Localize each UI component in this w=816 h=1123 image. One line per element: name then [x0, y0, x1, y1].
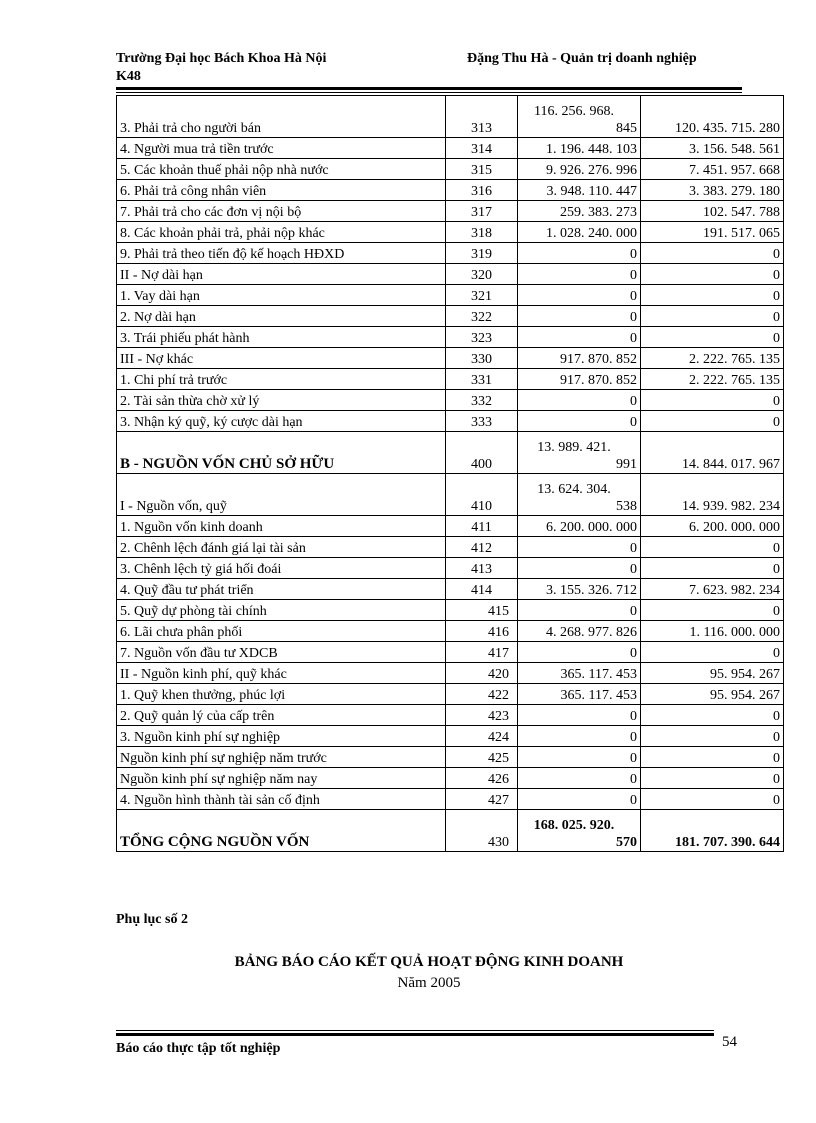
row-code: 415 — [446, 600, 518, 621]
row-label: II - Nợ dài hạn — [117, 264, 446, 285]
row-label: 8. Các khoản phải trả, phải nộp khác — [117, 222, 446, 243]
row-value-end: 95. 954. 267 — [641, 684, 784, 705]
row-code: 413 — [446, 558, 518, 579]
table-row — [117, 96, 784, 138]
row-value-begin: 116. 256. 968. 845 — [518, 96, 641, 138]
row-value-begin: 0 — [518, 537, 641, 558]
row-code: 410 — [446, 474, 518, 516]
row-value-end: 2. 222. 765. 135 — [641, 369, 784, 390]
row-value-begin: 168. 025. 920. 570 — [518, 810, 641, 852]
row-label: 4. Quỹ đầu tư phát triển — [117, 579, 446, 600]
row-value-end: 0 — [641, 600, 784, 621]
row-value-begin: 0 — [518, 327, 641, 348]
table-row — [117, 810, 784, 852]
table-row — [117, 180, 784, 201]
row-label: 1. Nguồn vốn kinh doanh — [117, 516, 446, 537]
row-code: 322 — [446, 306, 518, 327]
row-code: 426 — [446, 768, 518, 789]
row-value-begin: 1. 196. 448. 103 — [518, 138, 641, 159]
table-row — [117, 516, 784, 537]
row-label: 6. Lãi chưa phân phối — [117, 621, 446, 642]
row-value-end: 0 — [641, 390, 784, 411]
row-value-end: 120. 435. 715. 280 — [641, 96, 784, 138]
row-label: 4. Người mua trả tiền trước — [117, 138, 446, 159]
row-label: 7. Nguồn vốn đầu tư XDCB — [117, 642, 446, 663]
row-code: 317 — [446, 201, 518, 222]
row-code: 424 — [446, 726, 518, 747]
row-value-begin: 4. 268. 977. 826 — [518, 621, 641, 642]
row-code: 417 — [446, 642, 518, 663]
row-code: 313 — [446, 96, 518, 138]
header-class: K48 — [116, 69, 141, 84]
row-value-end: 1. 116. 000. 000 — [641, 621, 784, 642]
row-code: 430 — [446, 810, 518, 852]
row-value-begin: 13. 624. 304. 538 — [518, 474, 641, 516]
row-value-begin: 0 — [518, 306, 641, 327]
table-row — [117, 537, 784, 558]
row-value-end: 102. 547. 788 — [641, 201, 784, 222]
row-value-begin: 0 — [518, 768, 641, 789]
row-code: 427 — [446, 789, 518, 810]
row-value-end: 191. 517. 065 — [641, 222, 784, 243]
row-label: TỔNG CỘNG NGUỒN VỐN — [117, 810, 446, 852]
row-value-end: 0 — [641, 285, 784, 306]
row-value-begin: 0 — [518, 558, 641, 579]
row-value-end: 0 — [641, 243, 784, 264]
row-value-end: 6. 200. 000. 000 — [641, 516, 784, 537]
row-code: 316 — [446, 180, 518, 201]
row-label: 3. Trái phiếu phát hành — [117, 327, 446, 348]
row-value-begin: 0 — [518, 705, 641, 726]
row-label: Nguồn kinh phí sự nghiệp năm trước — [117, 747, 446, 768]
table-row — [117, 159, 784, 180]
row-value-end: 0 — [641, 537, 784, 558]
row-code: 423 — [446, 705, 518, 726]
table-row — [117, 369, 784, 390]
page-number: 54 — [722, 1034, 737, 1050]
row-code: 400 — [446, 432, 518, 474]
row-value-begin: 13. 989. 421. 991 — [518, 432, 641, 474]
row-value-begin: 0 — [518, 390, 641, 411]
row-value-begin: 1. 028. 240. 000 — [518, 222, 641, 243]
row-label: 7. Phải trả cho các đơn vị nội bộ — [117, 201, 446, 222]
row-code: 330 — [446, 348, 518, 369]
row-value-begin: 365. 117. 453 — [518, 684, 641, 705]
row-label: III - Nợ khác — [117, 348, 446, 369]
table-row — [117, 600, 784, 621]
row-value-begin: 0 — [518, 285, 641, 306]
row-value-end: 95. 954. 267 — [641, 663, 784, 684]
report-title: BẢNG BÁO CÁO KẾT QUẢ HOẠT ĐỘNG KINH DOANH — [234, 954, 624, 970]
row-value-end: 14. 939. 982. 234 — [641, 474, 784, 516]
table-row — [117, 138, 784, 159]
row-label: 2. Quỹ quản lý của cấp trên — [117, 705, 446, 726]
row-code: 420 — [446, 663, 518, 684]
table-row — [117, 327, 784, 348]
row-value-end: 0 — [641, 306, 784, 327]
row-value-begin: 0 — [518, 411, 641, 432]
row-value-begin: 259. 383. 273 — [518, 201, 641, 222]
header-author: Đặng Thu Hà - Quản trị doanh nghiệp — [467, 51, 697, 66]
table-row — [117, 789, 784, 810]
table-row — [117, 243, 784, 264]
row-code: 333 — [446, 411, 518, 432]
row-code: 416 — [446, 621, 518, 642]
row-code: 331 — [446, 369, 518, 390]
row-value-begin: 365. 117. 453 — [518, 663, 641, 684]
row-value-end: 0 — [641, 747, 784, 768]
row-value-begin: 0 — [518, 243, 641, 264]
row-value-end: 0 — [641, 726, 784, 747]
row-value-end: 7. 623. 982. 234 — [641, 579, 784, 600]
footer-rule-thick — [116, 1033, 714, 1036]
row-code: 425 — [446, 747, 518, 768]
table-row — [117, 390, 784, 411]
row-value-end: 14. 844. 017. 967 — [641, 432, 784, 474]
row-value-end: 0 — [641, 264, 784, 285]
row-label: 4. Nguồn hình thành tài sản cố định — [117, 789, 446, 810]
footer-text: Báo cáo thực tập tốt nghiệp — [116, 1041, 281, 1056]
row-value-end: 0 — [641, 705, 784, 726]
row-label: Nguồn kinh phí sự nghiệp năm nay — [117, 768, 446, 789]
row-label: I - Nguồn vốn, quỹ — [117, 474, 446, 516]
table-row — [117, 747, 784, 768]
row-label: 2. Chênh lệch đánh giá lại tài sản — [117, 537, 446, 558]
table-row — [117, 726, 784, 747]
row-value-end: 2. 222. 765. 135 — [641, 348, 784, 369]
footer-rule-thin — [116, 1030, 714, 1031]
row-code: 414 — [446, 579, 518, 600]
table-row — [117, 432, 784, 474]
table-row — [117, 663, 784, 684]
table-row — [117, 348, 784, 369]
table-row — [117, 264, 784, 285]
row-code: 323 — [446, 327, 518, 348]
row-value-begin: 0 — [518, 264, 641, 285]
row-value-begin: 0 — [518, 726, 641, 747]
table-row — [117, 222, 784, 243]
row-value-end: 3. 383. 279. 180 — [641, 180, 784, 201]
row-value-begin: 0 — [518, 747, 641, 768]
row-code: 319 — [446, 243, 518, 264]
row-value-begin: 917. 870. 852 — [518, 369, 641, 390]
header-school-name: Trường Đại học Bách Khoa Hà Nội — [116, 51, 327, 66]
table-row — [117, 705, 784, 726]
row-value-begin: 917. 870. 852 — [518, 348, 641, 369]
header-rule-thick — [116, 87, 742, 90]
table-row — [117, 621, 784, 642]
row-value-begin: 6. 200. 000. 000 — [518, 516, 641, 537]
row-label: 3. Chênh lệch tỷ giá hối đoái — [117, 558, 446, 579]
row-label: 1. Chi phí trả trước — [117, 369, 446, 390]
row-value-end: 7. 451. 957. 668 — [641, 159, 784, 180]
row-code: 411 — [446, 516, 518, 537]
table-row — [117, 558, 784, 579]
row-code: 314 — [446, 138, 518, 159]
table-row — [117, 306, 784, 327]
row-label: 5. Quỹ dự phòng tài chính — [117, 600, 446, 621]
row-code: 320 — [446, 264, 518, 285]
row-value-end: 3. 156. 548. 561 — [641, 138, 784, 159]
row-value-end: 0 — [641, 642, 784, 663]
row-value-begin: 0 — [518, 642, 641, 663]
table-row — [117, 579, 784, 600]
row-label: 9. Phải trả theo tiến độ kế hoạch HĐXD — [117, 243, 446, 264]
row-label: 2. Nợ dài hạn — [117, 306, 446, 327]
row-code: 332 — [446, 390, 518, 411]
row-label: 2. Tài sản thừa chờ xử lý — [117, 390, 446, 411]
header-rule-thin — [116, 92, 742, 93]
row-value-end: 0 — [641, 558, 784, 579]
row-value-end: 0 — [641, 768, 784, 789]
header-school — [116, 50, 326, 86]
table-row — [117, 201, 784, 222]
row-value-begin: 0 — [518, 789, 641, 810]
balance-sheet-table — [116, 95, 784, 852]
row-label: 6. Phải trả công nhân viên — [117, 180, 446, 201]
row-code: 315 — [446, 159, 518, 180]
row-label: 1. Vay dài hạn — [117, 285, 446, 306]
row-label: 5. Các khoản thuế phải nộp nhà nước — [117, 159, 446, 180]
row-label: II - Nguồn kinh phí, quỹ khác — [117, 663, 446, 684]
report-year: Năm 2005 — [397, 975, 461, 991]
table-row — [117, 768, 784, 789]
table-row — [117, 285, 784, 306]
row-label: 3. Nguồn kinh phí sự nghiệp — [117, 726, 446, 747]
row-value-begin: 0 — [518, 600, 641, 621]
table-row — [117, 474, 784, 516]
table-row — [117, 642, 784, 663]
row-value-end: 0 — [641, 327, 784, 348]
appendix-label: Phụ lục số 2 — [116, 912, 188, 927]
row-value-begin: 3. 155. 326. 712 — [518, 579, 641, 600]
row-value-begin: 3. 948. 110. 447 — [518, 180, 641, 201]
table-row — [117, 684, 784, 705]
row-code: 412 — [446, 537, 518, 558]
row-value-end: 181. 707. 390. 644 — [641, 810, 784, 852]
row-value-end: 0 — [641, 789, 784, 810]
row-code: 321 — [446, 285, 518, 306]
row-label: 3. Phải trả cho người bán — [117, 96, 446, 138]
table-row — [117, 411, 784, 432]
row-value-end: 0 — [641, 411, 784, 432]
row-value-begin: 9. 926. 276. 996 — [518, 159, 641, 180]
row-code: 318 — [446, 222, 518, 243]
row-label: B - NGUỒN VỐN CHỦ SỞ HỮU — [117, 432, 446, 474]
row-label: 1. Quỹ khen thưởng, phúc lợi — [117, 684, 446, 705]
row-code: 422 — [446, 684, 518, 705]
row-label: 3. Nhận ký quỹ, ký cược dài hạn — [117, 411, 446, 432]
